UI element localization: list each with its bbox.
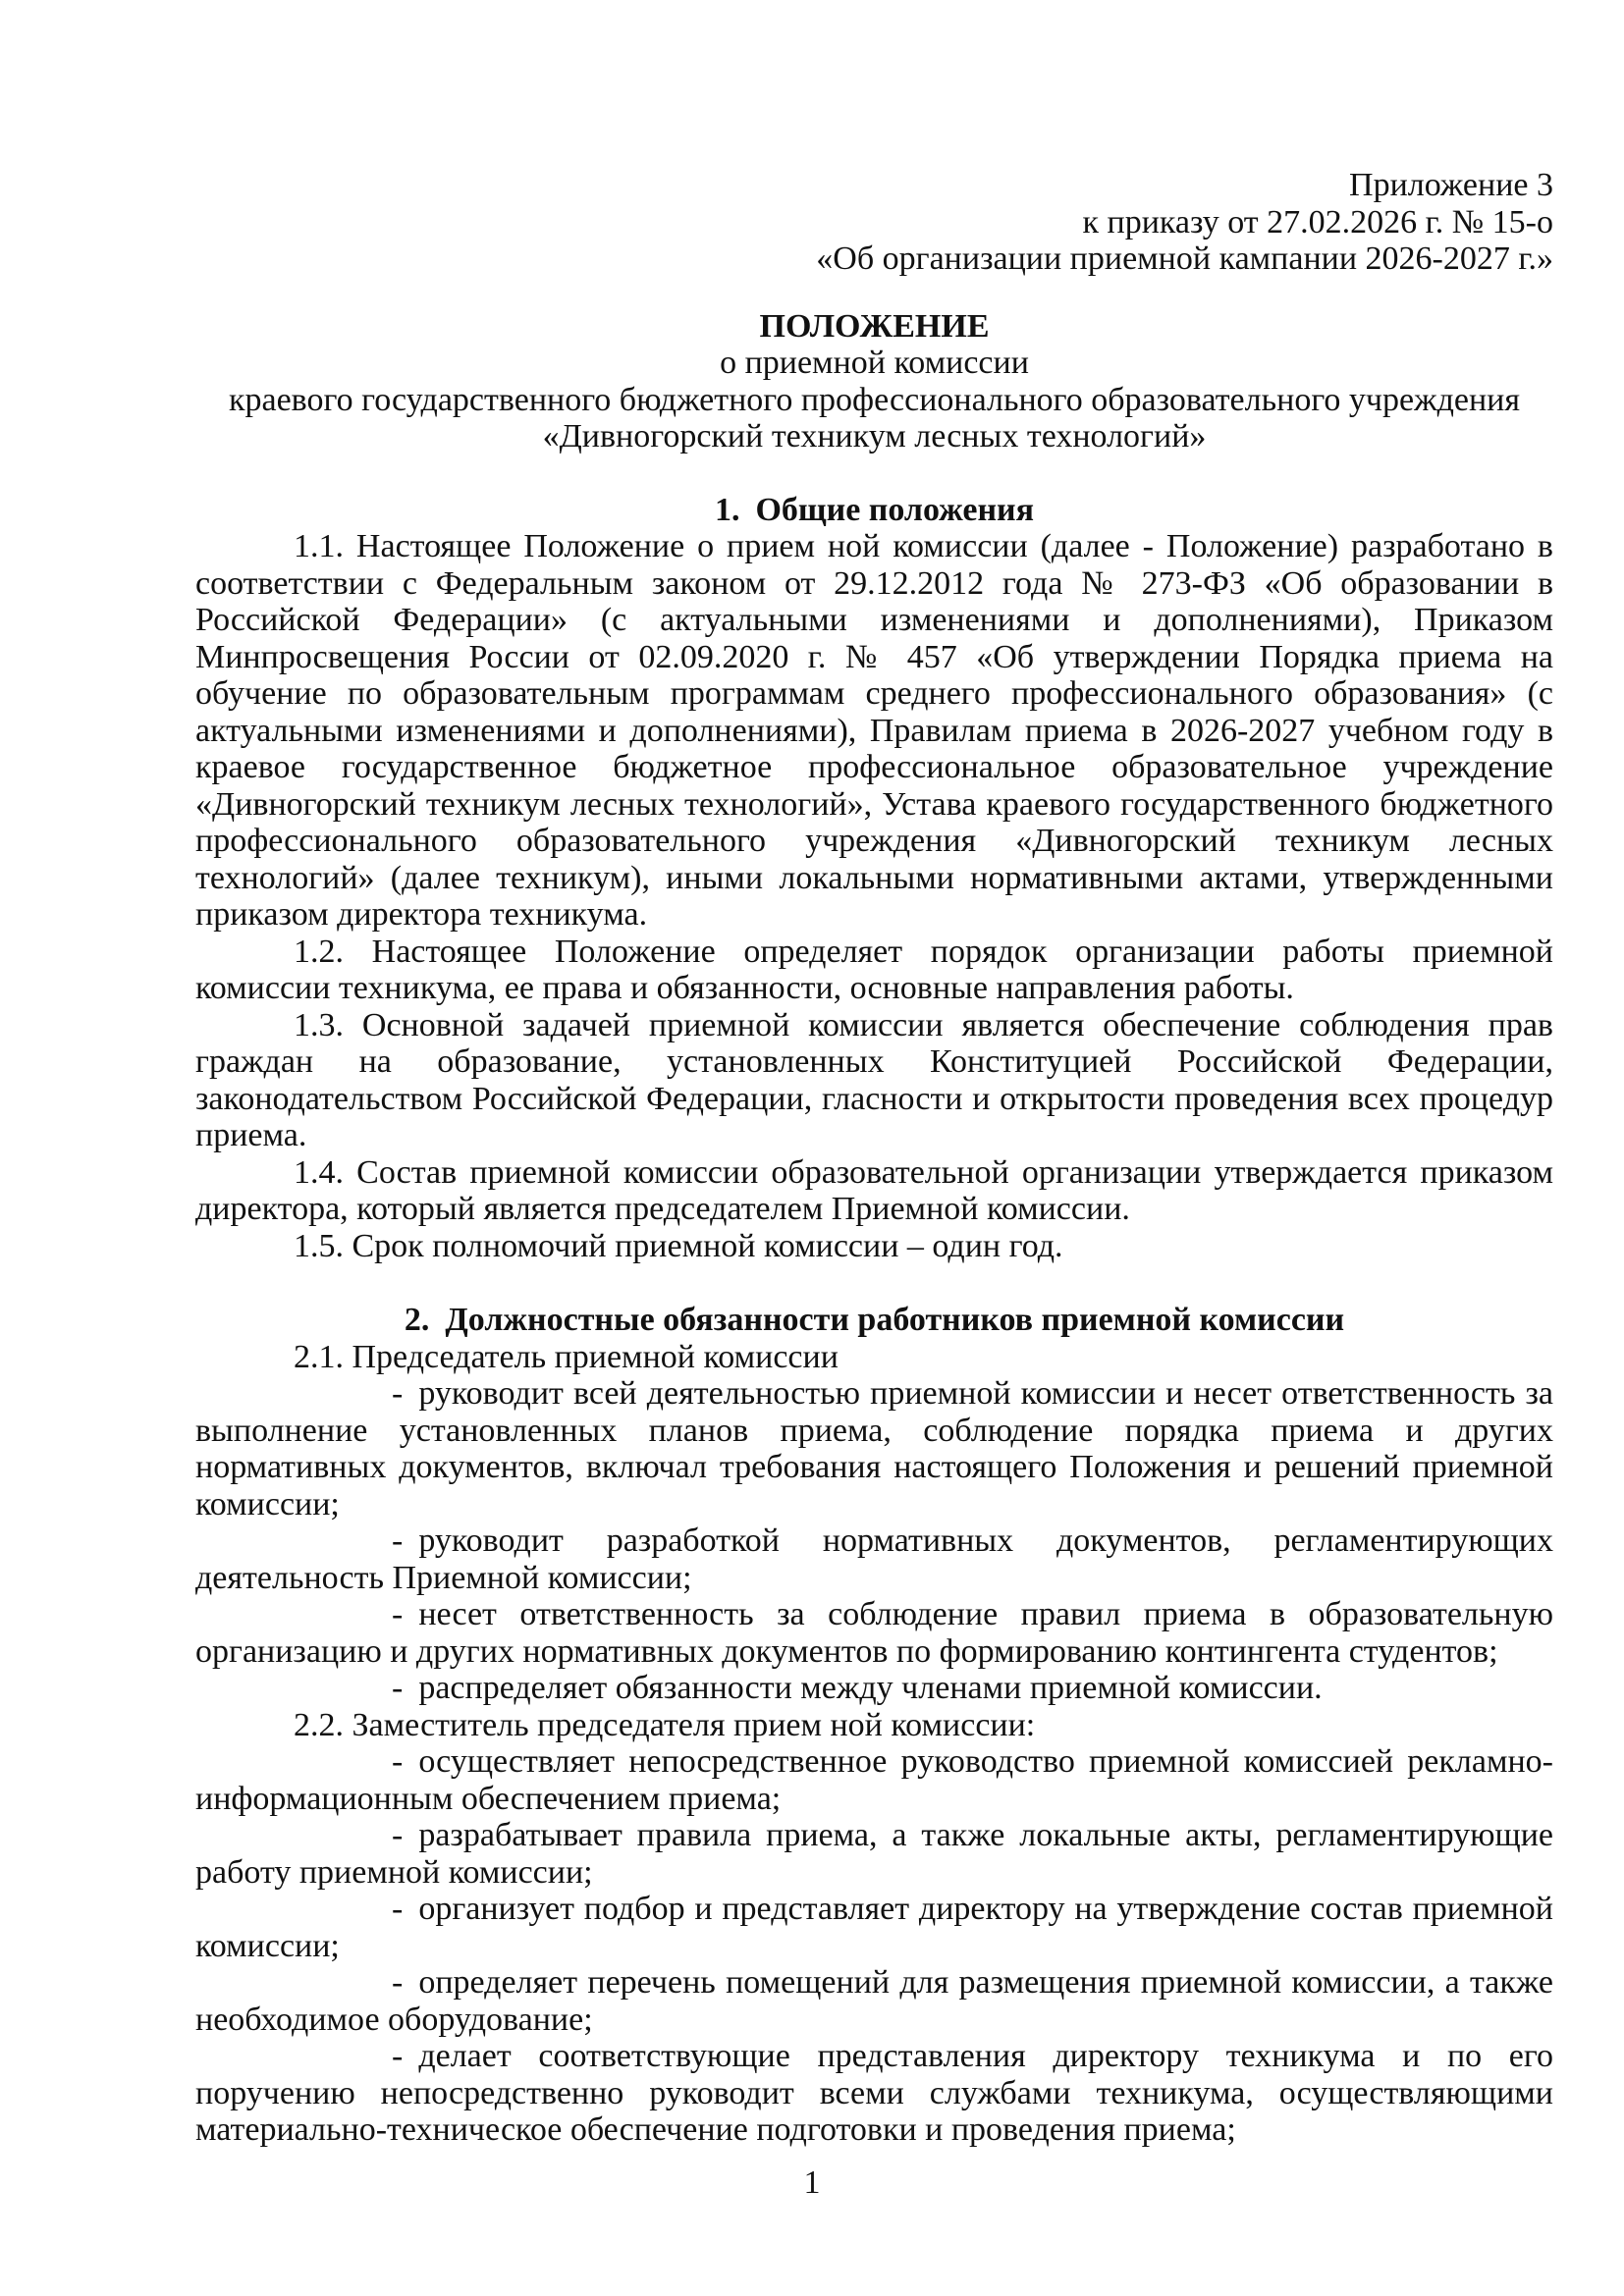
- chair-duty-item: [195, 1522, 1553, 1596]
- deputy-duty-text: осуществляет непосредственное руководство приемной комиссией рекламно-информационным обеспечением приема;: [195, 1743, 1553, 1817]
- dash-bullet: -: [392, 2038, 404, 2074]
- title-block: [195, 308, 1553, 455]
- chair-duty-item: [195, 1670, 1553, 1707]
- chair-duty-text: руководит всей деятельностью приемной комиссии и несет ответственность за выполнение установленных планов приема, соблюдение порядка приема и других нормативных документов, включал требования настоящего Положения и решений приемной комиссии;: [195, 1375, 1553, 1522]
- deputy-duty-text: организует подбор и представляет директору на утверждение состав приемной комиссии;: [195, 1891, 1553, 1964]
- section-2-heading: [195, 1302, 1553, 1339]
- paragraph-1-4: 1.4. Состав приемной комиссии образовательной организации утверждается приказом директора, который является председателем Приемной комиссии.: [195, 1153, 1553, 1227]
- document-subtitle: о приемной комиссии: [720, 345, 1029, 381]
- section-1-heading: [195, 492, 1553, 529]
- paragraph-1-5: 1.5. Срок полномочий приемной комиссии – один год.: [294, 1227, 1063, 1264]
- deputy-duty-text: определяет перечень помещений для размещения приемной комиссии, а также необходимое оборудование;: [195, 1964, 1553, 2038]
- appendix-number: Приложение 3: [1349, 167, 1553, 203]
- institution-name: краевого государственного бюджетного профессионального образовательного учреждения: [228, 381, 1521, 418]
- section-2-title: Должностные обязанности работников приемной комиссии: [445, 1302, 1345, 1338]
- chair-duty-text: несет ответственность за соблюдение правил приема в образовательную организацию и других нормативных документов по формированию контингента студентов;: [195, 1596, 1553, 1670]
- deputy-duty-item: [195, 1817, 1553, 1891]
- appendix-header: [195, 167, 1553, 278]
- subsection-2-2: 2.2. Заместитель председателя прием ной комиссии:: [294, 1706, 1036, 1743]
- dash-bullet: -: [392, 1522, 404, 1559]
- appendix-order-ref: к приказу от 27.02.2026 г. № 15-о: [1082, 203, 1553, 240]
- deputy-duty-item: [195, 2038, 1553, 2149]
- paragraph-1-3: 1.3. Основной задачей приемной комиссии является обеспечение соблюдения прав граждан на образование, установленных Конституцией Российской Федерации, законодательством Российской Федерации, гласности и открытости проведения всех процедур приема.: [195, 1006, 1553, 1153]
- chair-duty-item: [195, 1596, 1553, 1670]
- page-number: 1: [803, 2164, 821, 2201]
- paragraph-1-1: 1.1. Настоящее Положение о прием ной комиссии (далее - Положение) разработано в соответствии с Федеральным законом от 29.12.2012 года № 273-ФЗ «Об образовании в Российской Федерации» (с актуальными изменениями и дополнениями), Приказом Минпросвещения России от 02.09.2020 г. № 457 «Об утверждении Порядка приема на обучение по образовательным программам среднего профессионального образования» (с актуальными изменениями и дополнениями), Правилам приема в 2026-2027 учебном году в краевое государственное бюджетное профессиональное образовательное учреждение «Дивногорский техникум лесных технологий», Устава краевого государственного бюджетного профессионального образовательного учреждения «Дивногорский техникум лесных технологий» (далее техникум), иными локальными нормативными актами, утвержденными приказом директора техникума.: [195, 528, 1553, 933]
- dash-bullet: -: [392, 1891, 404, 1927]
- paragraph-1-2: 1.2. Настоящее Положение определяет порядок организации работы приемной комиссии техникума, ее права и обязанности, основные направления работы.: [195, 933, 1553, 1006]
- dash-bullet: -: [392, 1817, 404, 1853]
- dash-bullet: -: [392, 1596, 404, 1632]
- deputy-duty-item: [195, 1891, 1553, 1964]
- deputy-duty-item: [195, 1743, 1553, 1817]
- document-body: [195, 167, 1553, 2149]
- deputy-duty-item: [195, 1964, 1553, 2038]
- section-2-number: 2.: [404, 1302, 430, 1338]
- chair-duty-text: руководит разработкой нормативных документов, регламентирующих деятельность Приемной комиссии;: [195, 1522, 1553, 1596]
- dash-bullet: -: [392, 1670, 404, 1706]
- chair-duty-text: распределяет обязанности между членами приемной комиссии.: [418, 1670, 1323, 1706]
- dash-bullet: -: [392, 1375, 404, 1412]
- appendix-order-title: «Об организации приемной кампании 2026-2027 г.»: [816, 240, 1553, 277]
- section-1-title: Общие положения: [755, 491, 1035, 528]
- deputy-duty-text: делает соответствующие представления директору техникума и по его поручению непосредственно руководит всеми службами техникума, осуществляющими материально-техническое обеспечение подготовки и проведения приема;: [195, 2038, 1553, 2148]
- dash-bullet: -: [392, 1964, 404, 2001]
- chair-duty-item: [195, 1375, 1553, 1522]
- deputy-duty-text: разрабатывает правила приема, а также локальные акты, регламентирующие работу приемной комиссии;: [195, 1817, 1553, 1891]
- document-title: ПОЛОЖЕНИЕ: [759, 307, 990, 345]
- institution-short-name: «Дивногорский техникум лесных технологий»: [542, 418, 1207, 454]
- dash-bullet: -: [392, 1743, 404, 1780]
- section-1-number: 1.: [714, 491, 740, 528]
- subsection-2-1: 2.1. Председатель приемной комиссии: [294, 1338, 839, 1375]
